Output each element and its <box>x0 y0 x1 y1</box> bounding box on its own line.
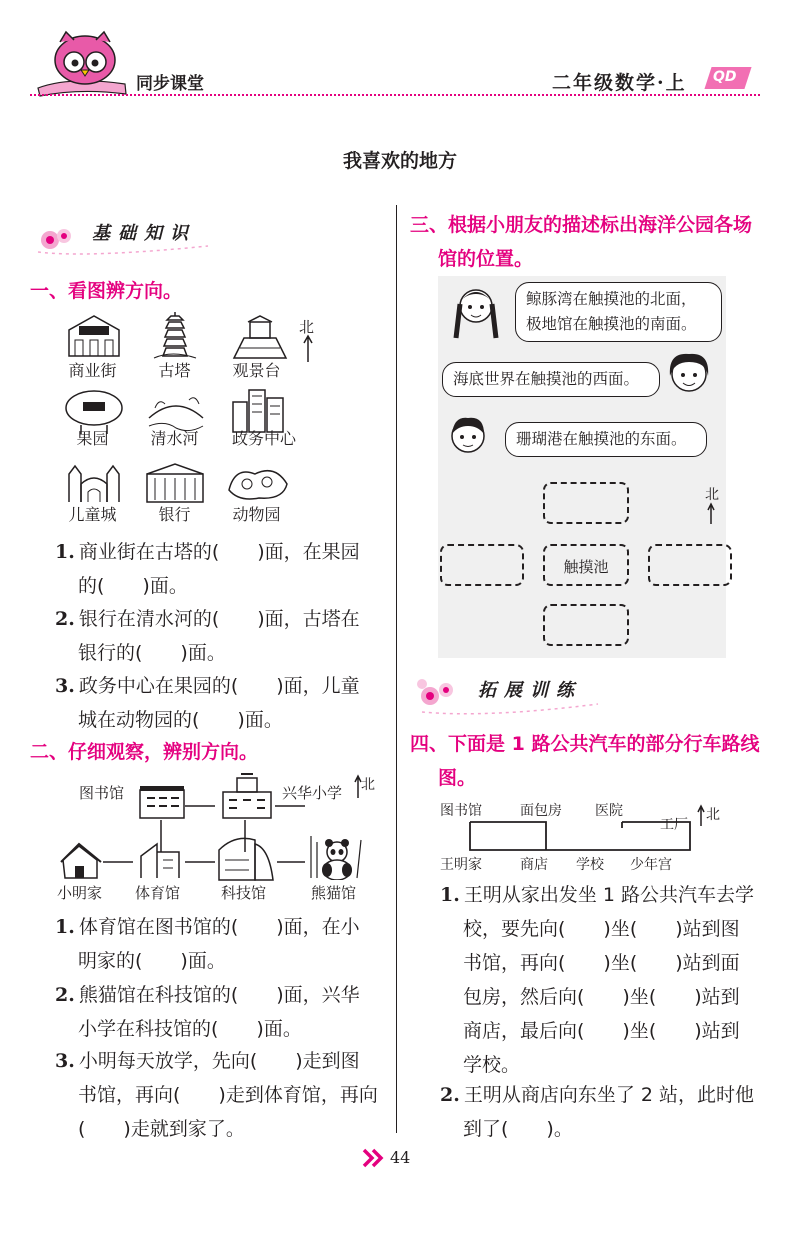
question-text: 小学在科技馆的( )面。 <box>78 1018 302 1040</box>
place-label: 儿童城 <box>68 505 117 524</box>
section4-title-line1: 四、下面是 1 路公共汽车的部分行车路线 <box>410 733 760 755</box>
north-label: 北 <box>706 807 720 823</box>
question-text: 包房，然后向( )坐( )站到 <box>463 986 740 1008</box>
question-text: 小明每天放学，先向( )走到图 <box>78 1050 360 1072</box>
panda-icon <box>305 832 367 880</box>
stop-label: 少年宫 <box>630 857 672 873</box>
places-map <box>55 310 375 530</box>
owl-mascot-icon <box>30 30 140 100</box>
girl-bob-icon <box>660 346 718 402</box>
question-text: 政务中心在果园的( )面，儿童 <box>78 675 360 697</box>
extend-banner: 拓展训练 <box>478 680 582 701</box>
place-label: 商业街 <box>68 361 117 380</box>
question-number: 2. <box>55 984 75 1006</box>
place-label: 动物园 <box>232 505 281 524</box>
question-text: 校，要先向( )坐( )站到图 <box>463 918 740 940</box>
north-arrow-icon <box>301 334 315 364</box>
place-label: 图书馆 <box>79 784 125 802</box>
question-number: 1. <box>55 541 75 563</box>
question-text: 书馆，再向( )坐( )站到面 <box>463 952 740 974</box>
north-arrow-icon <box>353 774 363 800</box>
section1-title: 一、看图辨方向。 <box>30 280 183 302</box>
header-rule <box>30 94 760 96</box>
place-label: 观景台 <box>232 361 281 380</box>
west-placeholder-box[interactable] <box>440 544 524 586</box>
neighborhood-map <box>55 770 385 910</box>
question-text: 体育馆在图书馆的( )面，在小 <box>78 916 360 938</box>
sec2-question-1 <box>55 910 390 978</box>
question-text: ( )走就到家了。 <box>78 1118 245 1140</box>
course-title: 二年级数学·上 <box>552 72 687 94</box>
home-icon <box>59 840 105 880</box>
question-text: 书馆，再向( )走到体育馆，再向 <box>78 1084 378 1106</box>
page-number: 44 <box>390 1148 411 1167</box>
ancient-tower-icon <box>152 310 198 360</box>
bubble-text: 极地馆在触摸池的南面。 <box>526 315 697 333</box>
north-label: 北 <box>361 777 375 793</box>
edition-label: QD <box>713 69 737 85</box>
question-text: 的( )面。 <box>78 575 188 597</box>
place-label: 小明家 <box>57 884 103 902</box>
question-text: 到了( )。 <box>463 1118 573 1140</box>
question-text: 熊猫馆在科技馆的( )面，兴华 <box>78 984 360 1006</box>
stop-label: 面包房 <box>520 803 562 819</box>
question-number: 3. <box>55 1050 75 1072</box>
question-text: 商业街在古塔的( )面，在果园 <box>78 541 360 563</box>
childrens-city-icon <box>63 458 125 504</box>
sec2-question-3 <box>55 1044 390 1146</box>
question-text: 城在动物园的( )面。 <box>78 709 283 731</box>
bubble-text: 珊瑚港在触摸池的东面。 <box>516 430 687 448</box>
place-label: 政务中心 <box>231 429 296 448</box>
question-number: 1. <box>440 884 460 906</box>
section3-title <box>410 208 780 276</box>
question-number: 1. <box>55 916 75 938</box>
place-label: 兴华小学 <box>282 784 343 802</box>
question-text: 学校。 <box>463 1054 521 1076</box>
north-label: 北 <box>705 487 719 503</box>
question-text: 明家的( )面。 <box>78 950 226 972</box>
bubble-text: 鲸豚湾在触摸池的北面， <box>526 290 697 308</box>
south-placeholder-box[interactable] <box>543 604 629 646</box>
center-label: 触摸池 <box>563 558 609 576</box>
section4-title <box>410 727 780 795</box>
stop-label: 王明家 <box>440 857 482 873</box>
speech-bubble-2 <box>442 362 660 397</box>
question-text: 银行在清水河的( )面，古塔在 <box>78 608 360 630</box>
stop-label: 学校 <box>576 857 604 873</box>
library-icon <box>137 782 187 820</box>
section2-title: 二、仔细观察，辨别方向。 <box>30 741 259 763</box>
place-label: 清水河 <box>150 429 199 448</box>
section3-title-line1: 三、根据小朋友的描述标出海洋公园各场 <box>410 214 753 236</box>
sec1-question-2 <box>55 602 390 670</box>
place-label: 体育馆 <box>135 884 181 902</box>
observation-deck-icon <box>230 314 290 360</box>
sec4-question-2 <box>440 1078 785 1146</box>
place-label: 古塔 <box>158 361 191 380</box>
question-number: 2. <box>55 608 75 630</box>
bank-icon <box>143 460 207 504</box>
north-arrow-icon <box>706 502 716 526</box>
sec1-question-1 <box>55 535 390 603</box>
place-label: 科技馆 <box>221 884 267 902</box>
page-title: 我喜欢的地方 <box>342 150 457 172</box>
question-text: 王明从商店向东坐了 2 站，此时他 <box>463 1084 755 1106</box>
speech-bubble-3 <box>505 422 707 457</box>
double-chevron-icon <box>362 1148 386 1168</box>
series-title: 同步课堂 <box>136 74 204 94</box>
bus-route-map <box>440 798 780 876</box>
sec2-question-2 <box>55 978 390 1046</box>
column-divider <box>396 205 397 1133</box>
sec1-question-3 <box>55 669 390 737</box>
girl-braids-icon <box>446 280 506 346</box>
speech-bubble-1 <box>515 282 722 342</box>
girl-short-hair-icon <box>440 408 498 464</box>
header-bar <box>0 0 800 110</box>
north-label: 北 <box>299 318 315 336</box>
school-icon <box>217 772 277 820</box>
question-number: 2. <box>440 1084 460 1106</box>
north-placeholder-box[interactable] <box>543 482 629 524</box>
place-label: 果园 <box>76 429 109 448</box>
stop-label: 工厂 <box>660 817 688 833</box>
place-label: 银行 <box>158 505 191 524</box>
east-placeholder-box[interactable] <box>648 544 732 586</box>
place-label: 熊猫馆 <box>311 884 357 902</box>
question-number: 3. <box>55 675 75 697</box>
science-museum-icon <box>215 830 277 882</box>
stop-label: 商店 <box>520 857 548 873</box>
section3-title-line2: 馆的位置。 <box>438 248 534 270</box>
zoo-icon <box>225 460 291 504</box>
stop-label: 医院 <box>595 803 623 819</box>
question-text: 商店，最后向( )坐( )站到 <box>463 1020 740 1042</box>
stop-label: 图书馆 <box>440 803 482 819</box>
commercial-street-icon <box>65 312 123 360</box>
question-text: 银行的( )面。 <box>78 642 226 664</box>
north-arrow-icon <box>696 804 706 828</box>
basics-banner: 基础知识 <box>92 223 196 244</box>
question-text: 王明从家出发坐 1 路公共汽车去学 <box>463 884 755 906</box>
section4-title-line2: 图。 <box>438 767 477 789</box>
bubble-text: 海底世界在触摸池的西面。 <box>453 370 640 388</box>
stadium-icon <box>135 836 185 880</box>
sec4-question-1 <box>440 878 785 1082</box>
